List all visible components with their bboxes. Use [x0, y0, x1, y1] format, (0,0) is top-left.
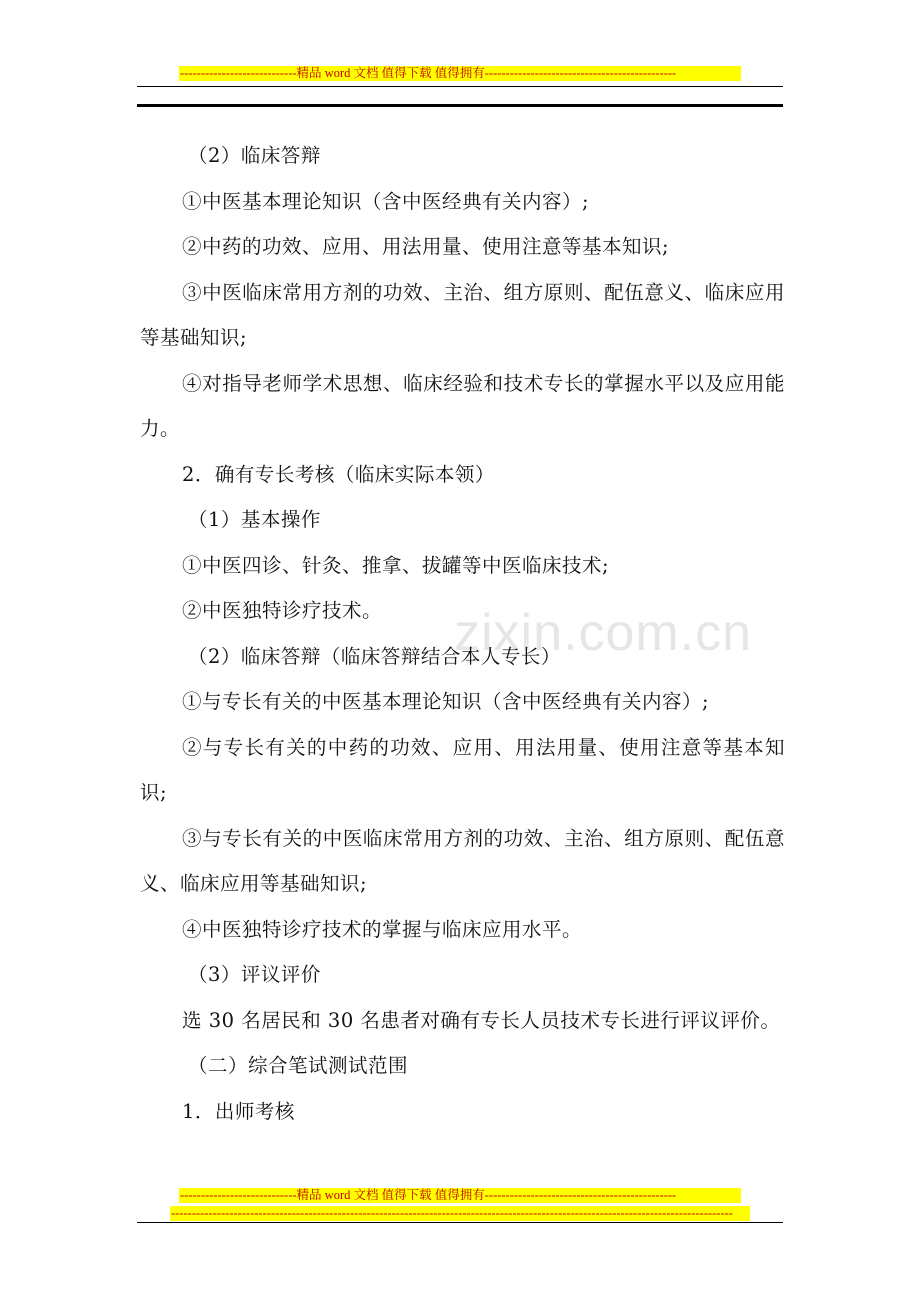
section-heading: 2．确有专长考核（临床实际本领）	[182, 462, 495, 486]
document-body	[140, 133, 785, 1134]
footer-banner: ----------------------------精品 word 文档 值得下载 值得拥有----------------------------------------------	[179, 1188, 741, 1203]
list-item: ①中医基本理论知识（含中医经典有关内容）;	[182, 189, 590, 213]
header-rule-thin	[137, 86, 783, 87]
list-item: ①中医四诊、针灸、推拿、拔罐等中医临床技术;	[182, 553, 610, 577]
list-item: ①与专长有关的中医基本理论知识（含中医经典有关内容）;	[182, 690, 710, 713]
list-item: ②与专长有关的中药的功效、应用、用法用量、使用注意等基本知识;	[140, 735, 785, 804]
section-heading: 1．出师考核	[182, 1099, 295, 1123]
sub-heading: （3）评议评价	[188, 963, 321, 986]
section-heading: （二）综合笔试测试范围	[188, 1054, 409, 1077]
list-item: ②中医独特诊疗技术。	[182, 599, 383, 622]
sub-heading: （2）临床答辩（临床答辩结合本人专长）	[188, 644, 561, 668]
header-rule-thick	[137, 104, 783, 107]
list-item: ③与专长有关的中医临床常用方剂的功效、主治、组方原则、配伍意义、临床应用等基础知识;	[140, 826, 785, 895]
header-banner: ----------------------------精品 word 文档 值得下载 值得拥有----------------------------------------------	[179, 66, 741, 81]
heading-clinical-defense: （2）临床答辩	[188, 144, 321, 167]
sub-heading: （1）基本操作	[188, 508, 321, 531]
list-item: ③中医临床常用方剂的功效、主治、组方原则、配伍意义、临床应用等基础知识;	[140, 280, 785, 349]
footer-rule	[137, 1222, 783, 1223]
list-item: ④中医独特诊疗技术的掌握与临床应用水平。	[182, 917, 583, 941]
list-item: ②中药的功效、应用、用法用量、使用注意等基本知识;	[182, 235, 670, 258]
list-item: ④对指导老师学术思想、临床经验和技术专长的掌握水平以及应用能力。	[140, 371, 785, 440]
watermark-text: zixin.com.cn	[454, 604, 753, 662]
footer-dash-line: ---------------------------------------------------------------------------------------------------------------------------------------	[170, 1206, 750, 1221]
body-paragraph: 选 30 名居民和 30 名患者对确有专长人员技术专长进行评议评价。	[182, 1008, 781, 1032]
